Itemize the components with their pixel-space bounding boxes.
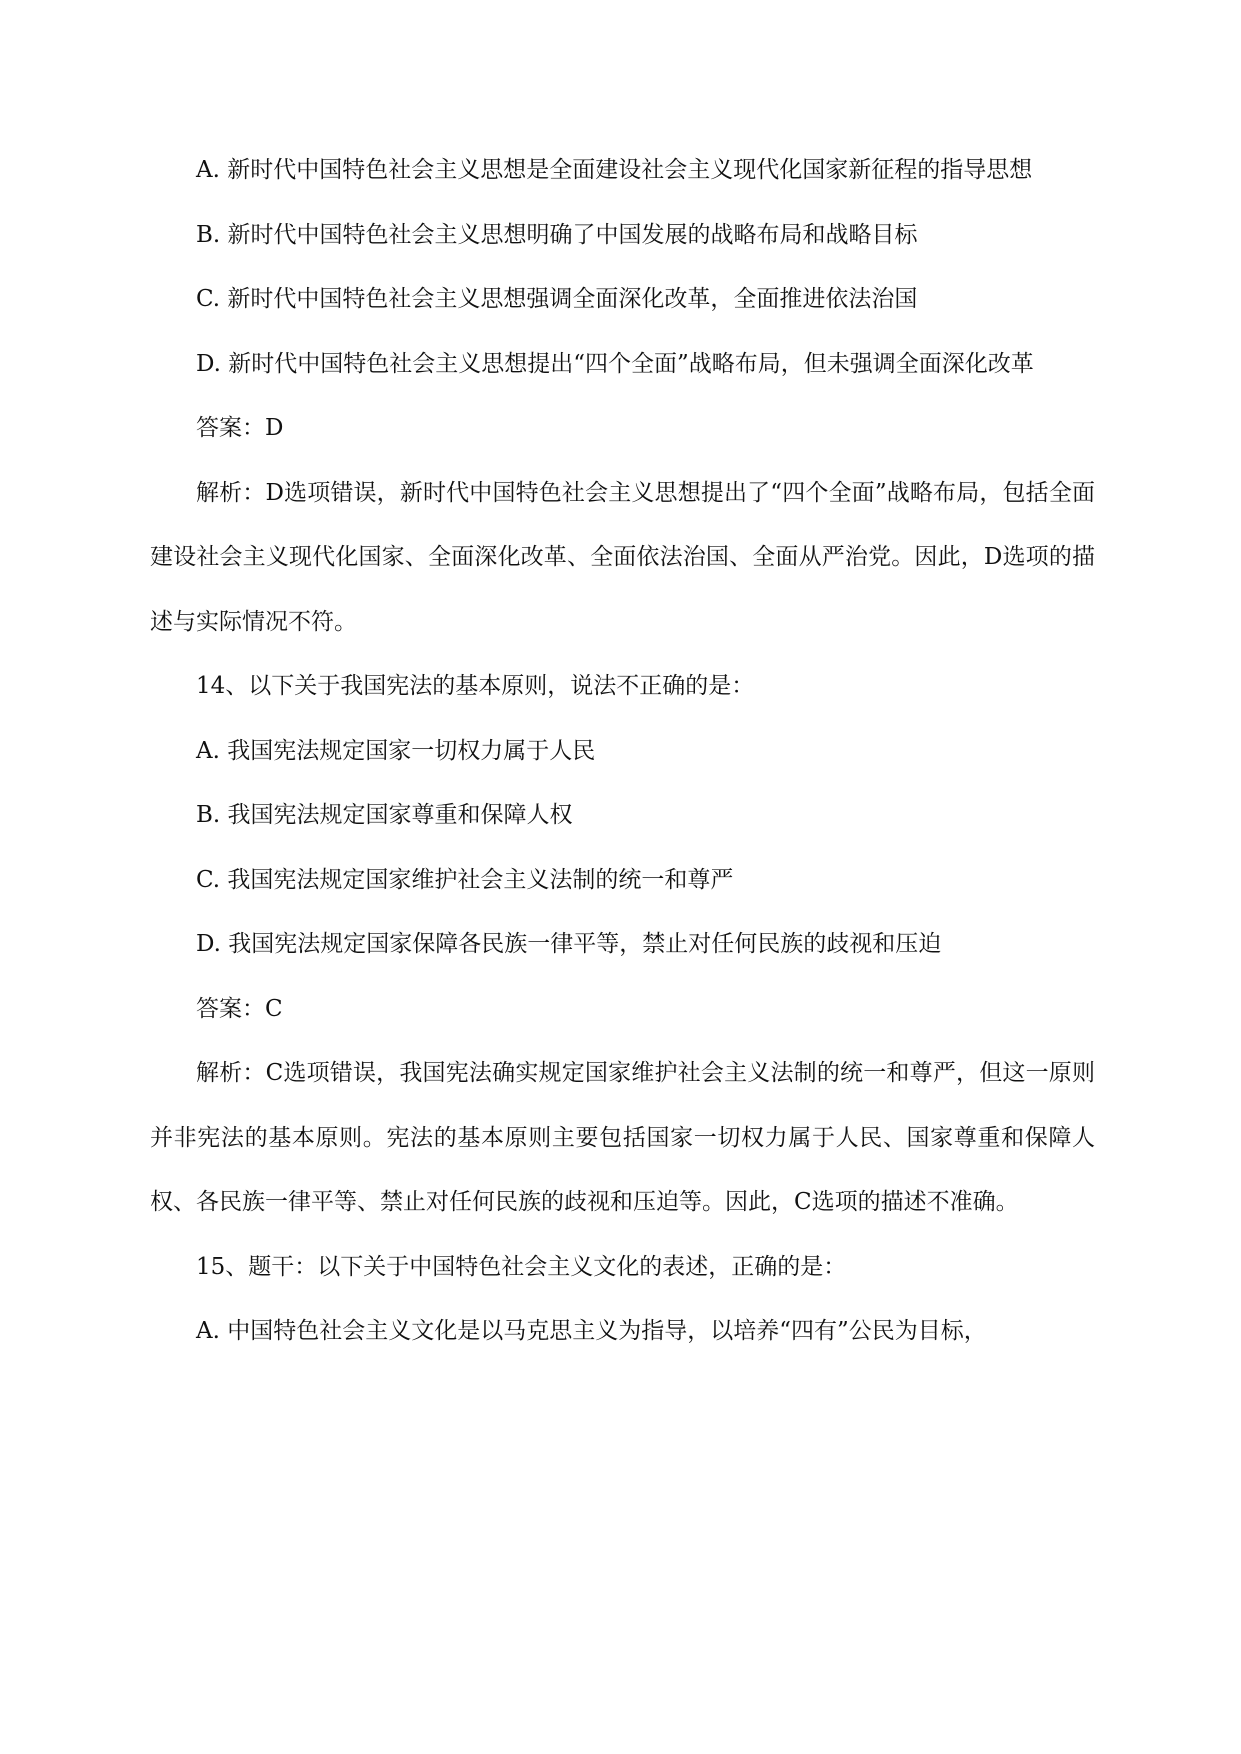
option-c-text: C. 新时代中国特色社会主义思想强调全面深化改革，全面推进依法治国: [196, 286, 918, 312]
document-page: [150, 138, 1095, 1364]
question-14-stem: 14、以下关于我国宪法的基本原则，说法不正确的是：: [196, 673, 755, 699]
question-15-option-a: A. 中国特色社会主义文化是以马克思主义为指导，以培养“四有”公民为目标，: [196, 1318, 987, 1344]
option-a-text: A. 新时代中国特色社会主义思想是全面建设社会主义现代化国家新征程的指导思想: [196, 157, 1033, 183]
question-14-explanation: 解析：C选项错误，我国宪法确实规定国家维护社会主义法制的统一和尊严，但这一原则并非宪法的基本原则。宪法的基本原则主要包括国家一切权力属于人民、国家尊重和保障人权、各民族一律平等、禁止对任何民族的歧视和压迫等。因此，C选项的描述不准确。: [150, 1060, 1095, 1215]
option-b-text: B. 新时代中国特色社会主义思想明确了中国发展的战略布局和战略目标: [196, 221, 918, 248]
explanation-text: 解析：D选项错误，新时代中国特色社会主义思想提出了“四个全面”战略布局，包括全面建设社会主义现代化国家、全面深化改革、全面依法治国、全面从严治党。因此，D选项的描述与实际情况不符。: [150, 479, 1095, 635]
question-14-option-d: D. 我国宪法规定国家保障各民族一律平等，禁止对任何民族的歧视和压迫: [196, 931, 942, 957]
question-14-option-b: B. 我国宪法规定国家尊重和保障人权: [196, 802, 573, 828]
question-14-option-c: C. 我国宪法规定国家维护社会主义法制的统一和尊严: [196, 866, 734, 893]
question-14-option-a: A. 我国宪法规定国家一切权力属于人民: [196, 737, 596, 764]
option-d-text: D. 新时代中国特色社会主义思想提出“四个全面”战略布局，但未强调全面深化改革: [196, 350, 1034, 377]
question-14-answer: 答案：C: [196, 995, 283, 1022]
answer-text: 答案：D: [196, 415, 284, 441]
question-15-stem: 15、题干：以下关于中国特色社会主义文化的表述，正确的是：: [196, 1253, 847, 1280]
